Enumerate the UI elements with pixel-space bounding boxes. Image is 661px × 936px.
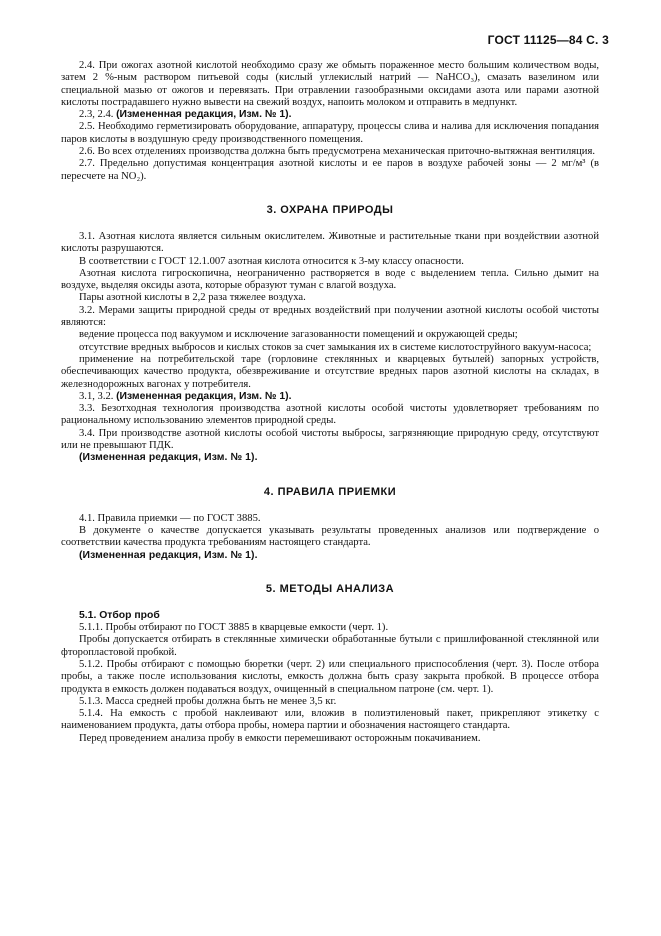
amendment-note-3-1-3-2 [61, 391, 599, 403]
amendment-clause-ref: 3.1, 3.2. [79, 390, 117, 402]
amendment-text: (Измененная редакция, Изм. № 1). [116, 390, 292, 402]
paragraph-2-6: 2.6. Во всех отделениях производства должна быть предусмотрена механическая приточно-вытяжная вентиляция. [79, 146, 595, 158]
section-4-title: 4. ПРАВИЛА ПРИЕМКИ [263, 485, 397, 498]
paragraph-3-4: 3.4. При производстве азотной кислоты особой чистоты выбросы, загрязняющие природную среду, отсутствуют или не превышают ПДК. [61, 427, 599, 452]
amendment-text: (Измененная редакция, Изм. № 1). [116, 109, 292, 121]
paragraph-2-7: 2.7. Предельно допустимая концентрация азотной кислоты и ее паров в воздухе рабочей зоны — 2 мг/м³ (в пересчете на NO₂). [61, 158, 599, 182]
paragraph-3-1: 3.1. Азотная кислота является сильным окислителем. Животные и растительные ткани при воздействии азотной кислоты разрушаются. [61, 230, 599, 255]
paragraph-5-1-3: 5.1.3. Масса средней пробы должна быть не менее 3,5 кг. [79, 695, 337, 707]
paragraph-4-1b: В документе о качестве допускается указывать результаты проведенных анализов или подтверждение о соответствии качества продукта требованиям настоящего стандарта. [61, 524, 599, 549]
paragraph-3-2: 3.2. Мерами защиты природной среды от вредных воздействий при получении азотной кислоты особой чистоты являются: [61, 304, 599, 329]
paragraph-3-2c: применение на потребительской таре (горловине стеклянных и кварцевых бутылей) запорных устройств, обеспечивающих качество продукта, обезвреживание и отсутствие вредных паров азотной кислоты на складах, в железнодорожных вагонах у потребителя. [61, 353, 599, 390]
section-5-title: 5. МЕТОДЫ АНАЛИЗА [265, 582, 395, 595]
paragraph-2-5: 2.5. Необходимо герметизировать оборудование, аппаратуру, процессы слива и налива для исключения попадания паров кислоты в воздушную среду производственного помещения. [61, 121, 599, 145]
running-header: ГОСТ 11125—84 С. 3 [487, 33, 609, 47]
paragraph-5-1-1: 5.1.1. Пробы отбирают по ГОСТ 3885 в кварцевые емкости (черт. 1). [79, 622, 389, 634]
paragraph-5-1-4: 5.1.4. На емкость с пробой наклеивают или, вложив в полиэтиленовый пакет, прикрепляют этикетку с наименованием продукта, даты отбора пробы, номера партии и обозначения настоящего стандарта. [61, 708, 599, 732]
paragraph-2-4: 2.4. При ожогах азотной кислотой необходимо сразу же обмыть пораженное место большим количеством воды, затем 2 %-ным раствором питьевой соды (кислый углекислый натрий — NaHCO₃), смазать вазелином или специальной мазью от ожогов и перевязать. При отравлении газообразными оксидами азота или парами азотной кислоты пострадавшего нужно вывести на свежий воздух, напоить молоком и отправить в медпункт. [61, 60, 599, 108]
text-column [61, 60, 599, 745]
paragraph-5-1-1b: Пробы допускается отбирать в стеклянные химически обработанные бутыли с пришлифованной стеклянной или фторопластовой пробкой. [61, 634, 599, 658]
paragraph-5-1-4b: Перед проведением анализа пробу в емкости перемешивают осторожным покачиванием. [79, 732, 481, 744]
paragraph-3-2a: ведение процесса под вакуумом и исключение загазованности помещений и окружающей среды; [79, 329, 518, 341]
subsection-5-1-title: 5.1. Отбор проб [79, 609, 160, 621]
paragraph-3-1b: В соответствии с ГОСТ 12.1.007 азотная кислота относится к 3-му классу опасности. [79, 255, 464, 267]
amendment-clause-ref: 2.3, 2.4. [79, 109, 117, 121]
amendment-note-2-3-2-4 [61, 109, 599, 121]
amendment-note-4: (Измененная редакция, Изм. № 1). [79, 549, 258, 561]
paragraph-3-2b: отсутствие вредных выбросов и кислых стоков за счет замыкания их в системе кислотоструйного вакуум-насоса; [79, 341, 592, 353]
paragraph-3-1d: Пары азотной кислоты в 2,2 раза тяжелее воздуха. [79, 292, 306, 304]
paragraph-3-1c: Азотная кислота гигроскопична, неограниченно растворяется в воде с выделением тепла. Сильно дымит на воздухе, выделяя оксиды азота, которые образуют туман с влагой воздуха. [61, 267, 599, 292]
paragraph-5-1-2: 5.1.2. Пробы отбирают с помощью бюретки (черт. 2) или специального приспособления (черт. 3). После отбора пробы, а также после использования кислоты, емкость должна быть сразу закрыта пробкой. В процессе отбора продукта в емкость должен подаваться воздух, очищенный в специальном патроне (см. черт. 1). [61, 658, 599, 695]
section-3-title: 3. ОХРАНА ПРИРОДЫ [266, 203, 394, 216]
paragraph-3-3: 3.3. Безотходная технология производства азотной кислоты особой чистоты удовлетворяет требованиям по рациональному использованию элементов природной среды. [61, 403, 599, 427]
paragraph-4-1: 4.1. Правила приемки — по ГОСТ 3885. [79, 512, 261, 524]
amendment-note-3-4: (Измененная редакция, Изм. № 1). [79, 452, 258, 464]
